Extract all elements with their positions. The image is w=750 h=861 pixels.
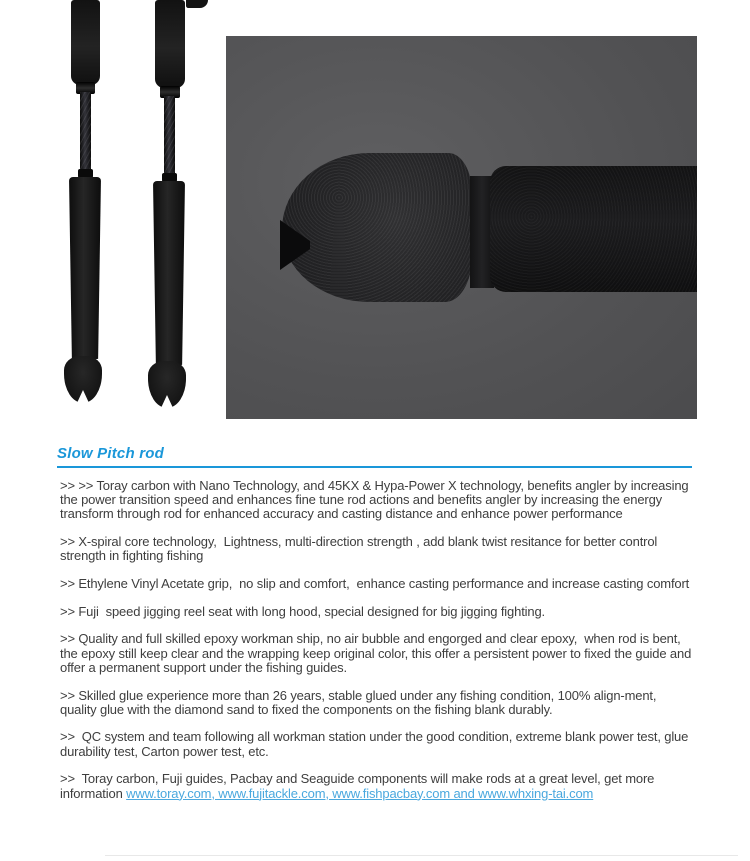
website-links[interactable]: www.toray.com, www.fujitackle.com, www.fishpacbay.com and www.whxing-tai.com [126, 785, 594, 801]
feature-paragraph-4: >> Fuji speed jigging reel seat with long hood, special designed for big jigging fighting. [60, 603, 546, 619]
feature-list [60, 479, 694, 814]
rod1-fore-grip [71, 0, 100, 85]
rod1-rear-grip [69, 177, 101, 359]
feature-paragraph-5: >> Quality and full skilled epoxy workman ship, no air bubble and engorged and clear epoxy, when rod is bent, the epoxy still keep clear and the wrapping keep original color, this offer a persistent power to fixed the guide and offer a permanent support under the fishing guides. [60, 631, 695, 675]
rod2-gimbal-notch [161, 395, 173, 408]
section-title: Slow Pitch rod [57, 445, 164, 462]
rod1-ring [78, 169, 93, 178]
rod1-butt-cap [64, 356, 102, 403]
feature-paragraph-3: >> Ethylene Vinyl Acetate grip, no slip and comfort, enhance casting performance and increase casting comfort [60, 576, 690, 592]
gimbal-butt-cap [282, 153, 472, 302]
eva-rear-grip [490, 166, 697, 292]
grip-closeup-photo [226, 36, 697, 419]
title-underline [57, 466, 692, 468]
feature-paragraph-6: >> Skilled glue experience more than 26 years, stable glued under any fishing condition, 100% align-ment, quality glue with the diamond sand to fixed the components on the fishing blank durably. [60, 687, 660, 717]
closing-text: >> Toray carbon, Fuji guides, Pacbay and Seaguide components will make rods at a great level, get more information [60, 771, 658, 801]
rod-pair-photo [0, 0, 226, 432]
rod2-blank [164, 96, 175, 176]
feature-paragraph-2: >> X-spiral core technology, Lightness, multi-direction strength , add blank twist resitance for better control strength in fighting fishing [60, 534, 661, 564]
rod2-butt-cap [148, 361, 186, 408]
rod2-fore-grip [155, 0, 185, 88]
rod2-rear-grip [153, 181, 185, 365]
cropped-rod-part [186, 0, 208, 8]
closing-paragraph [60, 772, 694, 800]
rod1-blank [80, 92, 91, 172]
feature-paragraph-7: >> QC system and team following all workman station under the good condition, extreme blank power test, glue durability test, Carton power test, etc. [60, 729, 692, 759]
gimbal-notch [280, 220, 310, 270]
feature-paragraph-1: >> >> Toray carbon with Nano Technology, and 45KX & Hypa-Power X technology, benefits angler by increasing the power transition speed and enhances fine tune rod actions and benefits angler by increasing the energy transform through rod for enhanced accuracy and casting distance and enhance power performance [60, 478, 692, 522]
rod2-ring [162, 173, 177, 182]
rod1-gimbal-notch [77, 390, 89, 403]
bottom-divider [105, 855, 738, 856]
